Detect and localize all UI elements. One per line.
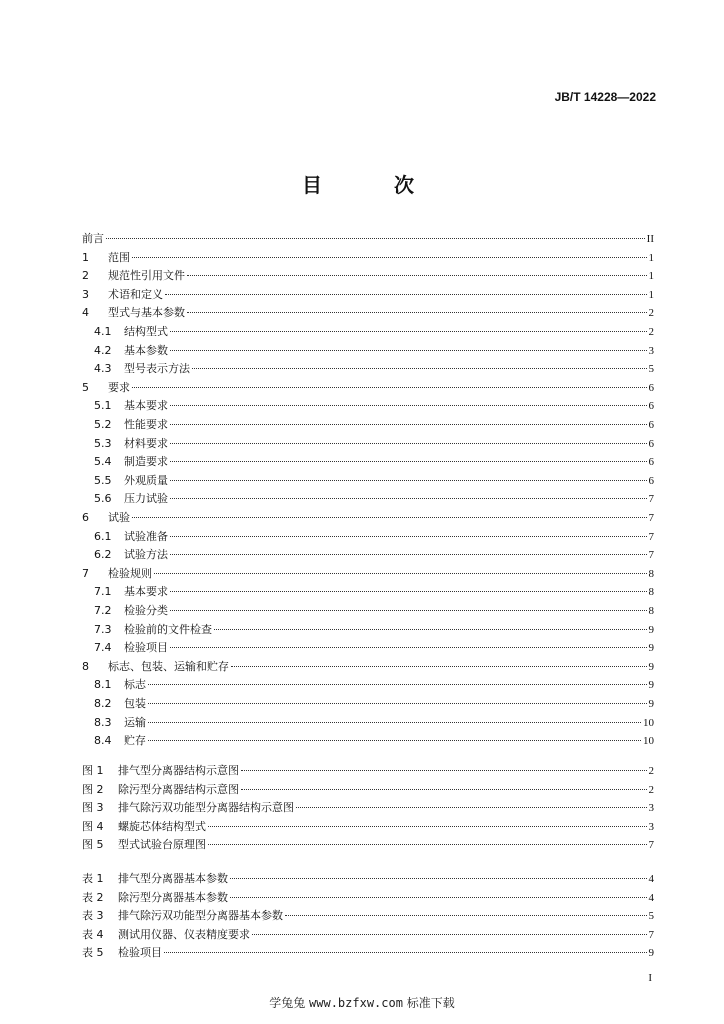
entry-page: 1 (648, 288, 654, 301)
entry-page: 1 (648, 251, 654, 264)
footer-site-name: 学兔兔 (269, 996, 306, 1010)
dot-leader (170, 647, 647, 648)
toc-entry[interactable] (94, 602, 654, 620)
entry-number: 8.4 (94, 734, 112, 748)
entry-page: 9 (648, 698, 654, 710)
toc-entry[interactable] (94, 714, 654, 732)
entry-page: 9 (648, 660, 654, 673)
toc-entry[interactable] (94, 732, 654, 750)
figure-entry[interactable] (82, 818, 654, 836)
entry-number: 5.4 (94, 455, 112, 469)
entry-label: 型式试验台原理图 (118, 838, 206, 852)
entry-number: 3 (82, 287, 89, 301)
table-entry[interactable] (82, 926, 654, 944)
entry-page: 10 (643, 716, 654, 729)
toc-entry[interactable] (94, 583, 654, 601)
dot-leader (230, 897, 647, 898)
dot-leader (148, 722, 641, 723)
entry-page: 8 (648, 605, 654, 617)
table-entry[interactable] (82, 870, 654, 888)
toc-entry[interactable] (94, 453, 654, 471)
entry-label: 基本要求 (124, 399, 168, 413)
entry-page: 7 (648, 512, 654, 524)
toc-entry[interactable] (94, 621, 654, 639)
table-entry[interactable] (82, 907, 654, 925)
page-title: 目 次 (302, 173, 440, 197)
dot-leader (132, 257, 647, 258)
entry-number: 7.4 (94, 641, 112, 655)
entry-label: 包装 (124, 697, 146, 710)
entry-page: 6 (648, 419, 654, 431)
entry-label: 排气除污双功能型分离器结构示意图 (118, 801, 294, 815)
entry-label: 型号表示方法 (124, 362, 190, 376)
entry-page: 3 (648, 820, 654, 833)
entry-number: 7.1 (94, 585, 112, 599)
entry-number: 4.3 (94, 362, 112, 376)
entry-label: 范围 (108, 250, 130, 264)
toc-entry[interactable] (82, 249, 654, 267)
entry-page: 2 (648, 307, 654, 320)
entry-page: 7 (648, 530, 654, 543)
dot-leader (170, 424, 647, 425)
entry-number: 表 4 (82, 927, 104, 941)
entry-page: 4 (648, 873, 654, 885)
entry-label: 检验分类 (124, 604, 168, 617)
toc-entry[interactable] (94, 695, 654, 713)
toc-entry[interactable] (94, 323, 654, 341)
entry-number: 4 (82, 306, 89, 320)
entry-number: 7.2 (94, 604, 112, 617)
entry-page: 7 (648, 549, 654, 562)
dot-leader (230, 878, 647, 879)
entry-number: 5.5 (94, 473, 112, 487)
entry-label: 检验规则 (108, 566, 152, 580)
figure-entry[interactable] (82, 762, 654, 780)
entry-label: 要求 (108, 380, 130, 394)
dot-leader (170, 405, 647, 406)
entry-page: 7 (648, 839, 654, 852)
entry-label: 标志 (124, 678, 146, 692)
entry-page: 3 (648, 802, 654, 815)
dot-leader (170, 610, 647, 611)
dot-leader (148, 740, 641, 741)
dot-leader (170, 498, 647, 499)
entry-number: 表 5 (82, 946, 104, 960)
entry-label: 性能要求 (124, 418, 168, 431)
entry-label: 标志、包装、运输和贮存 (108, 659, 229, 673)
entry-page: 7 (648, 493, 654, 506)
toc-entry[interactable] (94, 676, 654, 694)
entry-number: 6.2 (94, 548, 112, 562)
entry-number: 表 1 (82, 872, 104, 885)
entry-label: 测试用仪器、仪表精度要求 (118, 927, 250, 941)
entry-number: 图 1 (82, 764, 104, 777)
entry-label: 型式与基本参数 (108, 306, 185, 320)
entry-page: 9 (648, 623, 654, 636)
dot-leader (106, 238, 645, 239)
dot-leader (170, 536, 647, 537)
entry-label: 压力试验 (124, 492, 168, 506)
entry-number: 1 (82, 250, 89, 264)
toc-entry[interactable] (94, 397, 654, 415)
entry-page: 8 (648, 567, 654, 580)
dot-leader (208, 826, 647, 827)
entry-label: 排气型分离器基本参数 (118, 872, 228, 885)
dot-leader (241, 789, 647, 790)
footer-watermark (0, 994, 724, 1011)
entry-page: 6 (648, 381, 654, 394)
toc-entry[interactable] (94, 342, 654, 360)
dot-leader (231, 666, 647, 667)
entry-page: 2 (648, 765, 654, 777)
entry-number: 6.1 (94, 529, 112, 543)
figure-entry[interactable] (82, 799, 654, 817)
entry-label: 贮存 (124, 734, 146, 748)
toc-entry[interactable] (82, 230, 654, 248)
toc-entry[interactable] (94, 435, 654, 453)
toc-entry[interactable] (82, 304, 654, 322)
dot-leader (148, 703, 647, 704)
entry-label: 试验准备 (124, 529, 168, 543)
entry-label: 除污型分离器基本参数 (118, 890, 228, 904)
footer-tagline: 标准下载 (406, 996, 455, 1010)
entry-number: 7.3 (94, 622, 112, 636)
dot-leader (154, 573, 647, 574)
entry-number: 6 (82, 511, 89, 524)
toc-entry[interactable] (94, 360, 654, 378)
entry-label: 试验 (108, 511, 130, 524)
dot-leader (165, 294, 647, 295)
entry-label: 排气除污双功能型分离器基本参数 (118, 909, 283, 923)
entry-number: 图 5 (82, 838, 104, 852)
entry-page: 1 (648, 270, 654, 283)
entry-number: 8.3 (94, 715, 112, 729)
entry-page: 5 (648, 363, 654, 376)
entry-number: 图 3 (82, 801, 104, 815)
toc-entry[interactable] (82, 267, 654, 285)
figure-entry[interactable] (82, 781, 654, 799)
entry-number: 8.2 (94, 697, 112, 710)
entry-page: 6 (648, 437, 654, 450)
dot-leader (214, 629, 647, 630)
dot-leader (192, 368, 647, 369)
dot-leader (208, 844, 647, 845)
dot-leader (170, 480, 647, 481)
toc-entry[interactable] (94, 528, 654, 546)
dot-leader (164, 952, 647, 953)
page-number: I (648, 972, 652, 984)
entry-label: 结构型式 (124, 325, 168, 338)
entry-label: 检验前的文件检查 (124, 622, 212, 636)
dot-leader (252, 934, 647, 935)
entry-number: 4.1 (94, 325, 112, 338)
entry-label: 基本要求 (124, 585, 168, 599)
entry-number: 图 2 (82, 782, 104, 796)
entry-page: 5 (648, 910, 654, 923)
entry-label: 螺旋芯体结构型式 (118, 819, 206, 833)
toc-entry[interactable] (82, 658, 654, 676)
toc-entry[interactable] (94, 490, 654, 508)
entry-page: 2 (648, 326, 654, 338)
entry-label: 制造要求 (124, 455, 168, 469)
entry-page: 4 (648, 891, 654, 904)
entry-page: 3 (648, 344, 654, 357)
entry-number: 4.2 (94, 343, 112, 357)
entry-label: 排气型分离器结构示意图 (118, 764, 239, 777)
dot-leader (170, 331, 647, 332)
entry-number: 7 (82, 566, 89, 580)
dot-leader (241, 770, 647, 771)
entry-label: 外观质量 (124, 473, 168, 487)
dot-leader (132, 517, 647, 518)
entry-number: 表 3 (82, 909, 104, 923)
entry-page: 6 (648, 456, 654, 469)
dot-leader (148, 684, 647, 685)
entry-page: II (646, 233, 654, 245)
dot-leader (296, 807, 647, 808)
entry-label: 材料要求 (124, 436, 168, 450)
entry-number: 5.6 (94, 492, 112, 506)
entry-page: 8 (648, 586, 654, 599)
standard-code: JB/T 14228—2022 (554, 90, 656, 104)
entry-label: 除污型分离器结构示意图 (118, 782, 239, 796)
dot-leader (170, 461, 647, 462)
table-entry[interactable] (82, 889, 654, 907)
entry-label: 试验方法 (124, 548, 168, 562)
table-entry[interactable] (82, 944, 654, 962)
toc-entry[interactable] (82, 509, 654, 527)
toc-entry[interactable] (82, 379, 654, 397)
dot-leader (170, 350, 647, 351)
entry-page: 9 (648, 679, 654, 692)
entry-page: 7 (648, 928, 654, 941)
entry-label: 检验项目 (124, 641, 168, 655)
entry-number: 5.3 (94, 436, 112, 450)
entry-number: 表 2 (82, 890, 104, 904)
entry-page: 6 (648, 400, 654, 413)
toc-entry[interactable] (94, 416, 654, 434)
entry-label: 前言 (82, 232, 104, 245)
entry-number: 5.1 (94, 399, 112, 413)
dot-leader (187, 312, 647, 313)
dot-leader (170, 554, 647, 555)
entry-number: 5.2 (94, 418, 112, 431)
dot-leader (187, 275, 647, 276)
entry-number: 5 (82, 380, 89, 394)
entry-page: 9 (648, 947, 654, 960)
entry-number: 2 (82, 269, 89, 283)
entry-number: 图 4 (82, 819, 104, 833)
toc-entry[interactable] (94, 546, 654, 564)
entry-page: 2 (648, 783, 654, 796)
entry-label: 运输 (124, 715, 146, 729)
dot-leader (170, 591, 647, 592)
toc-entry[interactable] (82, 565, 654, 583)
toc-entry[interactable] (94, 639, 654, 657)
figure-entry[interactable] (82, 836, 654, 854)
footer-url[interactable]: www.bzfxw.com (309, 996, 403, 1010)
dot-leader (132, 387, 647, 388)
dot-leader (285, 915, 647, 916)
entry-number: 8.1 (94, 678, 112, 692)
toc-entry[interactable] (94, 472, 654, 490)
entry-label: 检验项目 (118, 946, 162, 960)
dot-leader (170, 443, 647, 444)
entry-page: 9 (648, 642, 654, 655)
entry-page: 10 (643, 735, 654, 748)
entry-number: 8 (82, 659, 89, 673)
entry-label: 规范性引用文件 (108, 269, 185, 283)
entry-page: 6 (648, 474, 654, 487)
entry-label: 基本参数 (124, 343, 168, 357)
entry-label: 术语和定义 (108, 287, 163, 301)
toc-entry[interactable] (82, 286, 654, 304)
